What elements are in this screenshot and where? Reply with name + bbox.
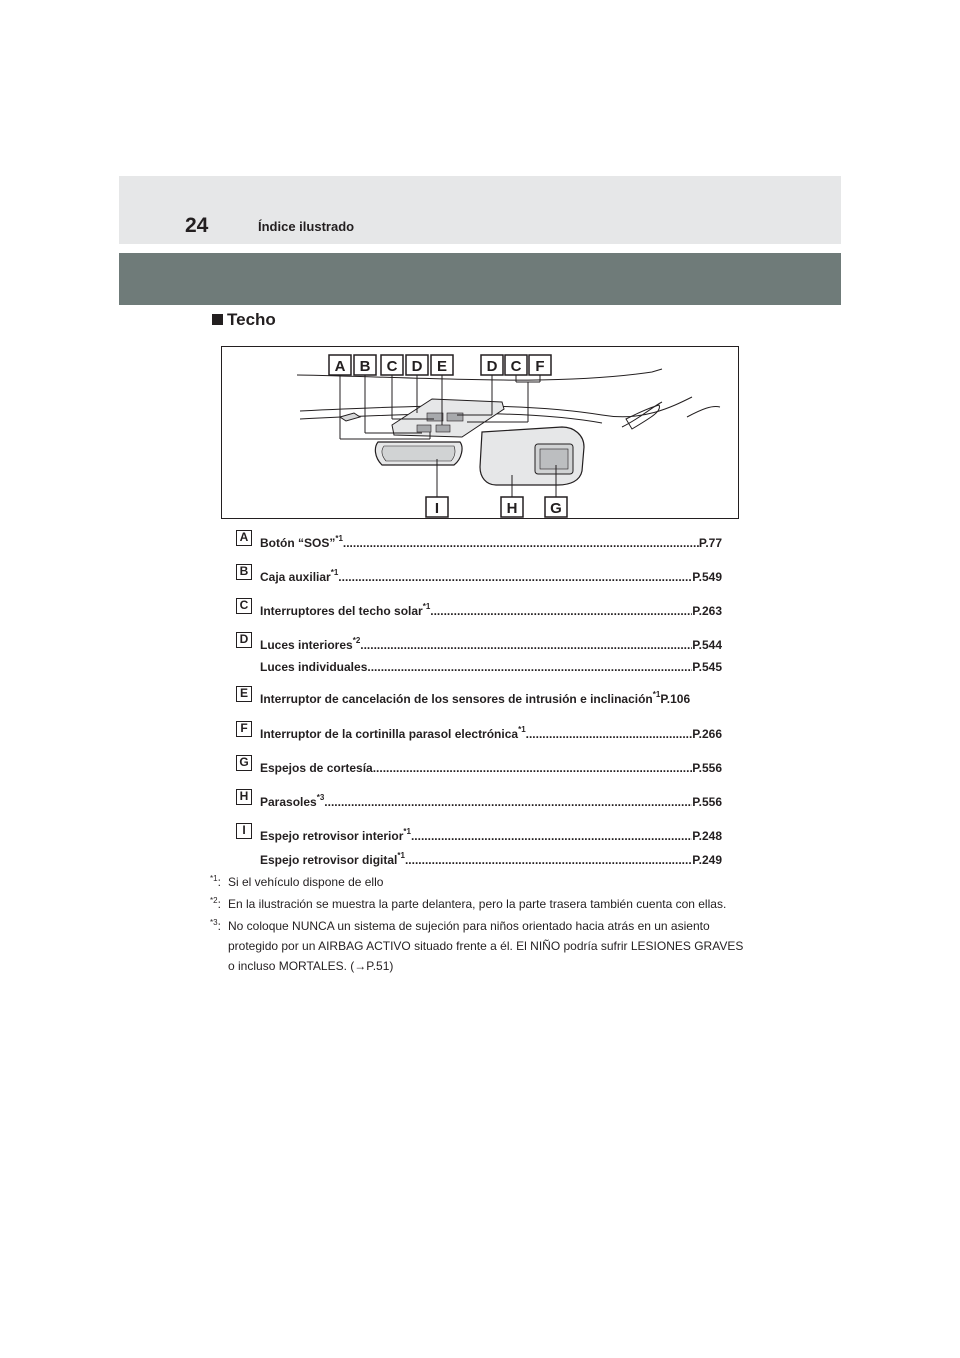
- section-title: [212, 310, 276, 330]
- page-reference[interactable]: P.263: [692, 604, 722, 618]
- figure-label-d: [406, 355, 428, 375]
- entry-line[interactable]: [260, 691, 722, 706]
- entry-b: [236, 564, 726, 594]
- entry-line[interactable]: [260, 828, 722, 843]
- footnote-1: $^{*1}$: Si el vehículo dispone de ello: [210, 874, 384, 889]
- leader-dots: [343, 536, 699, 550]
- leader-dots: [360, 638, 692, 652]
- leader-dots: [367, 660, 692, 674]
- page-reference[interactable]: P.106: [660, 692, 691, 706]
- figure-label-c-rear: [505, 355, 527, 375]
- entry-i: [236, 823, 726, 869]
- footnotes: [210, 872, 750, 978]
- entry-text: Luces interiores: [260, 638, 353, 652]
- svg-text:E: E: [436, 358, 448, 375]
- footnote-text: Si el vehículo dispone de ello: [228, 875, 384, 889]
- entry-a: [236, 530, 726, 560]
- page-reference[interactable]: P.549: [692, 570, 722, 584]
- figure-label-e: [431, 355, 453, 375]
- footnote-marker: *2: [210, 896, 218, 905]
- leader-dots: [324, 795, 692, 809]
- entry-e: [236, 686, 726, 716]
- leader-dots: [405, 853, 692, 867]
- entry-line[interactable]: [260, 637, 722, 652]
- figure-label-b: [354, 355, 376, 375]
- leader-dots: [338, 570, 692, 584]
- leader-dots: [411, 829, 692, 843]
- page-reference[interactable]: P.556: [692, 761, 722, 775]
- footnote-text: No coloque NUNCA un sistema de sujeción para niños orientado hacia atrás en un asiento protegido por un AIRBAG ACTIVO situado frente a él. El NIÑO podría sufrir LESIONES GRAVES o incluso MORTALES. (→P.51): [228, 919, 744, 973]
- leader-dots: [430, 604, 692, 618]
- section-band: [119, 253, 841, 305]
- figure-label-i: [426, 497, 448, 517]
- entry-line[interactable]: [260, 569, 722, 584]
- header-band: [119, 176, 841, 244]
- bullet-square-icon: [212, 314, 223, 325]
- entry-text: Espejos de cortesía: [260, 761, 373, 775]
- entry-d: [236, 632, 726, 678]
- roof-illustration-svg: [222, 347, 738, 518]
- footnote-marker: *1: [330, 569, 339, 577]
- entry-line[interactable]: [260, 794, 722, 809]
- entry-key: H: [236, 789, 252, 805]
- page-reference[interactable]: P.545: [692, 660, 722, 674]
- entry-key: D: [236, 632, 252, 648]
- entry-key: C: [236, 598, 252, 614]
- entry-f: [236, 721, 726, 751]
- svg-text:A: A: [334, 358, 346, 375]
- entry-line[interactable]: [260, 726, 722, 741]
- footnote-marker: *1: [335, 535, 343, 543]
- svg-text:C: C: [510, 358, 522, 375]
- entry-text: Interruptor de la cortinilla parasol electrónica: [260, 727, 519, 741]
- entry-text: Luces individuales: [260, 660, 368, 674]
- entry-text: Caja auxiliar: [260, 570, 331, 584]
- footnote-marker: *1: [422, 603, 431, 611]
- leader-dots: [373, 761, 692, 775]
- page-reference[interactable]: P.248: [692, 829, 722, 843]
- entry-h: [236, 789, 726, 819]
- svg-text:F: F: [535, 358, 545, 375]
- footnote-marker: *1: [397, 852, 405, 860]
- header-title: Índice ilustrado: [258, 219, 355, 234]
- footnote-3: $^{*3}$: No coloque NUNCA un sistema de sujeción para niños orientado hacia atrás en un asiento protegido por un AIRBAG ACTIVO situado frente a él. El NIÑO podría sufrir LESIONES GRAVES o incluso MORTALES. (→P.51): [210, 918, 744, 973]
- footnote-marker: *1: [403, 828, 411, 836]
- entry-line[interactable]: [260, 535, 722, 550]
- page-reference[interactable]: P.544: [692, 638, 722, 652]
- roof-illustration: [221, 346, 739, 519]
- figure-label-h: [501, 497, 523, 517]
- page-reference[interactable]: P.266: [692, 727, 722, 741]
- svg-text:D: D: [486, 358, 498, 375]
- entry-text: Interruptor de cancelación de los sensores de intrusión e inclinación: [260, 692, 653, 706]
- page-reference[interactable]: P.249: [692, 853, 722, 867]
- section-title-text: Techo: [227, 310, 276, 329]
- entry-key: I: [236, 823, 252, 839]
- entry-key: B: [236, 564, 252, 580]
- entry-key: A: [236, 530, 252, 546]
- svg-text:G: G: [550, 500, 562, 517]
- leader-dots: [526, 727, 693, 741]
- entry-key: G: [236, 755, 252, 771]
- entry-text: Parasoles: [260, 795, 317, 809]
- footnote-marker: *1: [652, 691, 661, 699]
- entry-key: F: [236, 721, 252, 737]
- footnote-2: $^{*2}$: En la ilustración se muestra la parte delantera, pero la parte trasera también cuenta con ellas.: [210, 896, 727, 911]
- footnote-marker: *3: [210, 918, 218, 927]
- figure-label-c: [381, 355, 403, 375]
- footnote-marker: *1: [210, 874, 218, 883]
- svg-text:C: C: [386, 358, 398, 375]
- figure-label-a: [329, 355, 351, 375]
- entry-line[interactable]: [260, 852, 722, 867]
- entry-text: Espejo retrovisor interior: [260, 829, 404, 843]
- entry-line[interactable]: [260, 603, 722, 618]
- svg-text:D: D: [411, 358, 423, 375]
- page-reference[interactable]: P.77: [698, 536, 722, 550]
- page-reference[interactable]: P.556: [692, 795, 722, 809]
- entry-line[interactable]: [260, 760, 722, 775]
- entry-g: [236, 755, 726, 785]
- entry-text: Botón “SOS”: [260, 536, 336, 550]
- footnote-marker: *2: [352, 637, 361, 645]
- svg-text:H: H: [506, 500, 518, 517]
- figure-label-g: [545, 497, 567, 517]
- figure-label-d-rear: [481, 355, 503, 375]
- entry-text: Espejo retrovisor digital: [260, 853, 398, 867]
- footnote-marker: *3: [316, 794, 325, 802]
- entry-text: Interruptores del techo solar: [260, 604, 423, 618]
- page-number: 24: [185, 214, 209, 237]
- footnote-text: En la ilustración se muestra la parte delantera, pero la parte trasera también cuenta con ellas.: [228, 897, 727, 911]
- footnote-marker: *1: [518, 726, 526, 734]
- figure-label-f: [529, 355, 551, 375]
- entry-c: [236, 598, 726, 628]
- svg-text:B: B: [359, 358, 371, 375]
- svg-text:I: I: [434, 500, 440, 517]
- entry-key: E: [236, 686, 252, 702]
- entry-line[interactable]: [260, 659, 722, 674]
